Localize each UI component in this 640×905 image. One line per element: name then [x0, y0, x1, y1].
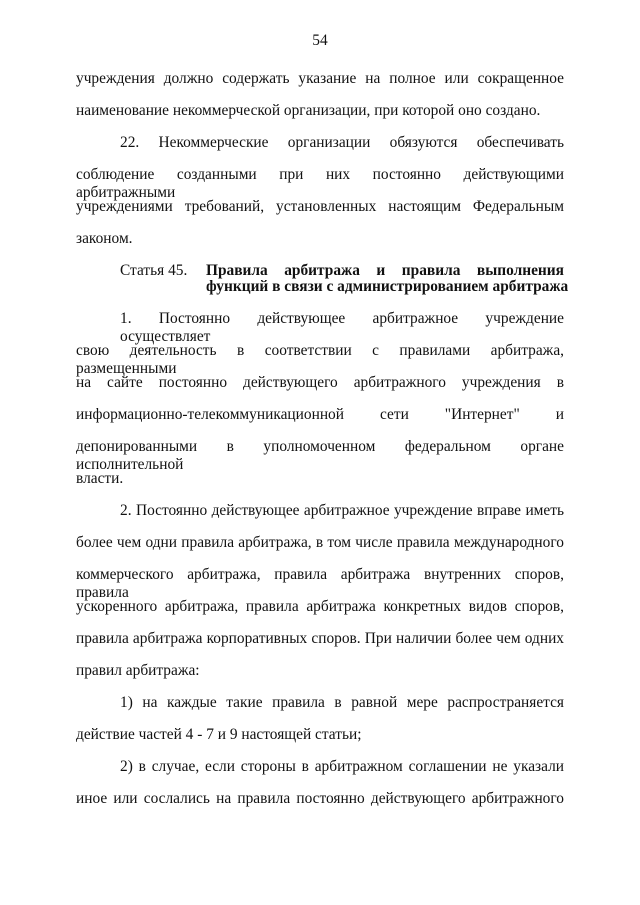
text-line: 1. Постоянно действующее арбитражное учреждение осуществляет	[120, 310, 564, 345]
page-number: 54	[312, 32, 328, 49]
text-line: депонированными в уполномоченном федеральном органе исполнительной	[76, 438, 564, 473]
text-line: 2) в случае, если стороны в арбитражном соглашении не указали	[120, 758, 564, 775]
text-line: свою деятельность в соответствии с правилами арбитража, размещенными	[76, 342, 564, 377]
text-line: информационно-телекоммуникационной сети "Интернет" и	[76, 406, 564, 423]
text-line: наименование некоммерческой организации, при которой оно создано.	[76, 102, 541, 119]
text-line: власти.	[76, 470, 124, 487]
article-label: Статья 45.	[120, 262, 188, 279]
article-title-line: Правила арбитража и правила выполнения	[206, 262, 564, 279]
text-line: коммерческого арбитража, правила арбитража внутренних споров, правила	[76, 566, 564, 601]
text-line: иное или сослались на правила постоянно действующего арбитражного	[76, 790, 564, 807]
text-line: правил арбитража:	[76, 662, 200, 679]
text-line: 2. Постоянно действующее арбитражное учреждение вправе иметь	[120, 502, 564, 519]
text-line: соблюдение созданными при них постоянно действующими арбитражными	[76, 166, 564, 201]
text-line: учреждениями требований, установленных настоящим Федеральным	[76, 198, 564, 215]
text-line: действие частей 4 - 7 и 9 настоящей статьи;	[76, 726, 362, 743]
text-line: ускоренного арбитража, правила арбитража конкретных видов споров,	[76, 598, 564, 615]
text-line: учреждения должно содержать указание на полное или сокращенное	[76, 70, 564, 87]
text-line: правила арбитража корпоративных споров. При наличии более чем одних	[76, 630, 564, 647]
text-line: более чем одни правила арбитража, в том числе правила международного	[76, 534, 564, 551]
article-title-line: функций в связи с администрированием арбитража	[206, 278, 569, 295]
text-line: 1) на каждые такие правила в равной мере распространяется	[120, 694, 564, 711]
text-line: на сайте постоянно действующего арбитражного учреждения в	[76, 374, 564, 391]
text-line: 22. Некоммерческие организации обязуются обеспечивать	[120, 134, 564, 151]
text-line: законом.	[76, 230, 133, 247]
